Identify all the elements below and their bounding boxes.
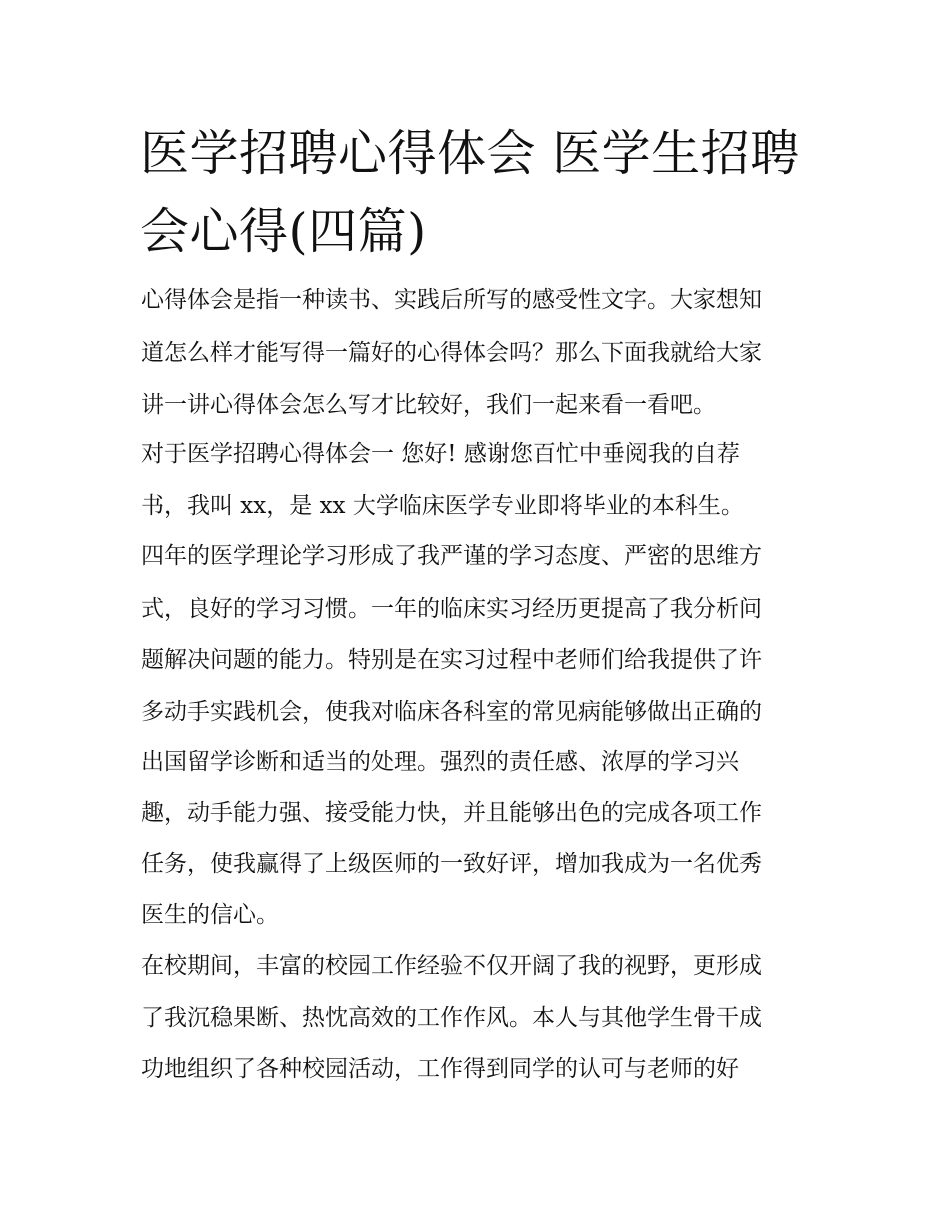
body-line: 多动手实践机会，使我对临床各科室的常见病能够做出正确的 [141,699,762,725]
body-line: 讲一讲心得体会怎么写才比较好，我们一起来看一看吧。 [141,392,716,418]
body-line: 功地组织了各种校园活动，工作得到同学的认可与老师的好 [141,1056,739,1082]
body-line: 了我沉稳果断、热忱高效的工作作风。本人与其他学生骨干成 [141,1005,762,1031]
body-line: 出国留学诊断和适当的处理。强烈的责任感、浓厚的学习兴 [141,749,739,775]
body-line: 心得体会是指一种读书、实践后所写的感受性文字。大家想知 [141,287,762,313]
document-title [140,115,820,271]
body-line: 医生的信心。 [141,902,279,928]
body-line: 题解决问题的能力。特别是在实习过程中老师们给我提供了许 [141,647,762,673]
body-line: 任务，使我赢得了上级医师的一致好评，增加我成为一名优秀 [141,851,762,877]
title-line: 会心得(四篇) [140,203,427,260]
body-line: 书，我叫 xx，是 xx 大学临床医学专业即将毕业的本科生。 [141,493,744,519]
body-line: 四年的医学理论学习形成了我严谨的学习态度、严密的思维方 [141,543,762,569]
body-line: 式，良好的学习习惯。一年的临床实习经历更提高了我分析问 [141,596,762,622]
body-line: 趣，动手能力强、接受能力快，并且能够出色的完成各项工作 [141,800,762,826]
body-line: 道怎么样才能写得一篇好的心得体会吗？那么下面我就给大家 [141,340,762,366]
body-line: 对于医学招聘心得体会一 您好! 感谢您百忙中垂阅我的自荐 [141,441,740,467]
title-line: 医学招聘心得体会 医学生招聘 [140,125,800,182]
body-line: 在校期间，丰富的校园工作经验不仅开阔了我的视野，更形成 [141,953,762,979]
